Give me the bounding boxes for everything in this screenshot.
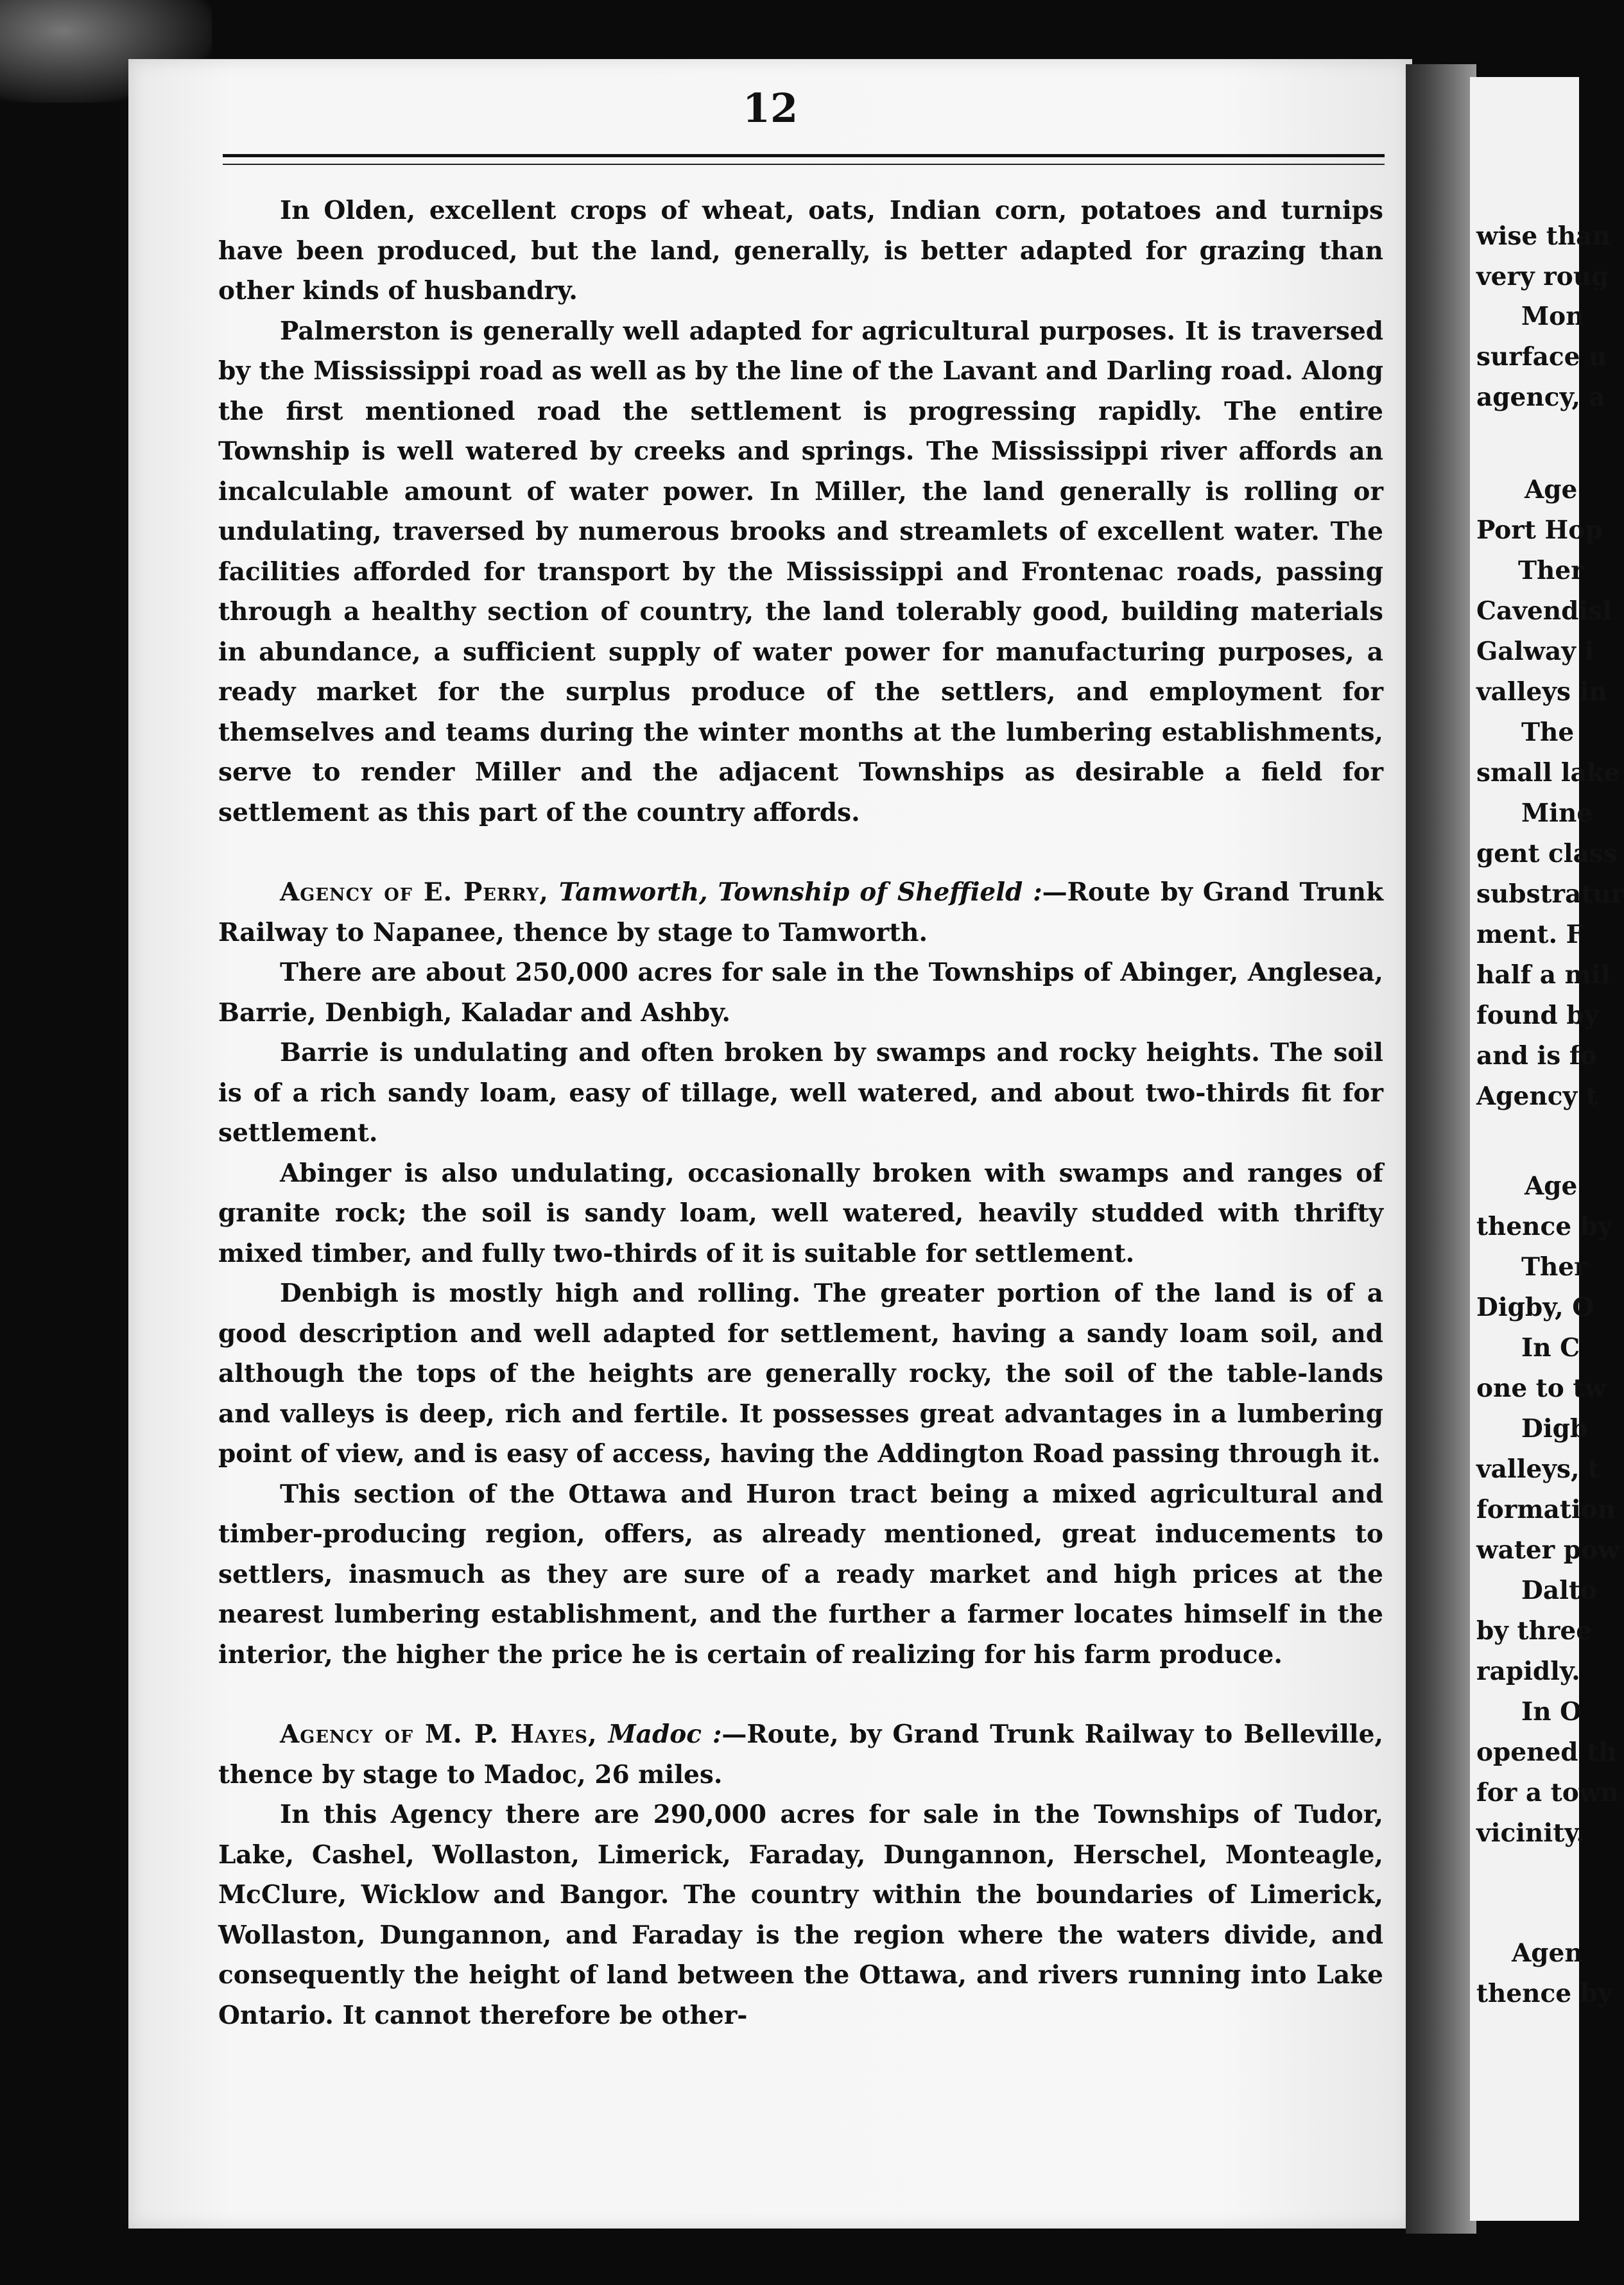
np-line: surface u: [1476, 342, 1607, 372]
np-line: vicinity.: [1476, 1818, 1585, 1848]
np-line: water pow: [1476, 1535, 1620, 1565]
np-line: Age: [1525, 475, 1578, 504]
np-line: substratur: [1476, 879, 1624, 909]
np-line: gent class: [1476, 839, 1618, 868]
agency-perry-heading: [218, 872, 1383, 953]
header-rule-thin: [223, 164, 1385, 165]
np-line: by three: [1476, 1616, 1593, 1646]
np-line: valleys in: [1476, 677, 1607, 707]
paragraph-ottawa-huron: This section of the Ottawa and Huron tract being a mixed agricultural and timber-producing region, offers, as already mentioned, great inducements to settlers, inasmuch as they are sure of a ready market and high prices at the nearest lumbering establishment, and the further a farmer locates himself in the interior, the higher the price he is certain of realizing for his farm produce.: [218, 1479, 1383, 1669]
np-line: half a mil: [1476, 960, 1611, 990]
paragraph-abinger: Abinger is also undulating, occasionally broken with swamps and ranges of granite rock; the soil is sandy loam, well watered, heavily studded with thrifty mixed timber, and fully two-thirds of it is suitable for settlement.: [218, 1158, 1383, 1268]
np-line: Cavendisl: [1476, 596, 1612, 626]
np-line: agency, a: [1476, 383, 1605, 412]
np-line: formation: [1476, 1495, 1616, 1524]
body-text: [218, 191, 1383, 2035]
adjacent-page-fragment: [1470, 77, 1624, 2221]
np-line: found by: [1476, 1001, 1599, 1030]
agency-hayes-place: Madoc :: [608, 1720, 722, 1749]
np-line: In C: [1521, 1333, 1580, 1363]
paragraph-hayes-acres: In this Agency there are 290,000 acres for sale in the Townships of Tudor, Lake, Cashel, Wollaston, Limerick, Faraday, Dungannon, Herschel, Monteagle, McClure, Wicklow and Bangor. The country within the boundaries of Limerick, Wollaston, Dungannon, and Faraday is the region where the waters divide, and consequently the height of land between the Ottawa, and rivers running into Lake Ontario. It cannot therefore be other-: [218, 1800, 1383, 2030]
np-line: Digb: [1521, 1414, 1588, 1444]
agency-hayes-route: —Route, by Grand Trunk Railway to Belleville, thence by stage to Madoc, 26 miles.: [218, 1720, 1384, 1789]
np-line: opened th: [1476, 1737, 1617, 1767]
np-line: Agency t: [1476, 1082, 1598, 1111]
np-line: wise than: [1476, 221, 1611, 251]
header-rule-thick: [223, 154, 1385, 157]
np-line: for a town: [1476, 1778, 1619, 1807]
agency-perry-place: Tamworth, Township of Sheffield :: [558, 877, 1042, 907]
np-line: Agen: [1512, 1938, 1583, 1968]
book-gutter-shadow: [1406, 64, 1476, 2234]
paragraph-palmerston: Palmerston is generally well adapted for agricultural purposes. It is traversed by the Mississippi road as well as by the line of the Lavant and Darling road. Along the first mentioned road the settlement is progressing rapidly. The entire Township is well watered by creeks and springs. The Mississippi river affords an incalculable amount of water power. In Miller, the land generally is rolling or undulating, traversed by numerous brooks and streamlets of excellent water. The facilities afforded for transport by the Mississippi and Frontenac roads, passing through a healthy section of country, the land tolerably good, building materials in abundance, a sufficient supply of water power for manufacturing purposes, a ready market for the surplus produce of the settlers, and employment for themselves and teams during the winter months at the lumbering establishments, serve to render Miller and the adjacent Townships as desirable a field for settlement as this part of the country affords.: [218, 316, 1383, 827]
np-line: valleys, t: [1476, 1454, 1600, 1484]
np-line: thence by: [1476, 1212, 1612, 1241]
np-line: ment. F: [1476, 920, 1584, 949]
np-line: one to tw: [1476, 1374, 1606, 1403]
paragraph-denbigh: Denbigh is mostly high and rolling. The greater portion of the land is of a good description and well adapted for settlement, having a sandy loam soil, and although the tops of the heights are generally rocky, the soil of the table-lands and valleys is deep, rich and fertile. It possesses great advantages in a lumbering point of view, and is easy of access, having the Addington Road passing through it.: [218, 1279, 1383, 1469]
np-line: and is fo: [1476, 1041, 1597, 1071]
book-page: [128, 59, 1412, 2229]
np-line: The: [1521, 718, 1575, 747]
paragraph-perry-acres: There are about 250,000 acres for sale in the Townships of Abinger, Anglesea, Barrie, Denbigh, Kaladar and Ashby.: [218, 958, 1383, 1028]
np-line: Dalto: [1521, 1576, 1597, 1605]
np-line: In O: [1521, 1697, 1582, 1727]
np-line: thence by: [1476, 1979, 1612, 2008]
agency-hayes-heading: [218, 1714, 1383, 1795]
np-line: small lake: [1476, 758, 1620, 788]
np-line: Port Hop: [1476, 515, 1603, 545]
np-line: rapidly.: [1476, 1657, 1580, 1686]
agency-hayes-name: Agency of M. P. Hayes,: [280, 1720, 598, 1749]
np-line: Digby, O: [1476, 1293, 1594, 1322]
paragraph-olden: In Olden, excellent crops of wheat, oats, Indian corn, potatoes and turnips have been produced, but the land, generally, is better adapted for grazing than other kinds of husbandry.: [218, 196, 1383, 306]
np-line: very roug: [1476, 262, 1609, 291]
agency-perry-route: —Route by Grand Trunk Railway to Napanee, thence by stage to Tamworth.: [218, 877, 1384, 947]
np-line: Mon: [1521, 302, 1584, 331]
agency-perry-name: Agency of E. Perry,: [280, 877, 549, 907]
np-line: Galway i: [1476, 637, 1594, 666]
np-line: Ther: [1518, 556, 1584, 585]
np-line: Mine: [1521, 798, 1593, 828]
paragraph-barrie: Barrie is undulating and often broken by swamps and rocky heights. The soil is of a rich sandy loam, easy of tillage, well watered, and about two-thirds fit for settlement.: [218, 1038, 1383, 1148]
np-line: Ther: [1521, 1252, 1587, 1282]
page-number: 12: [742, 85, 799, 132]
np-line: Age: [1525, 1171, 1578, 1201]
